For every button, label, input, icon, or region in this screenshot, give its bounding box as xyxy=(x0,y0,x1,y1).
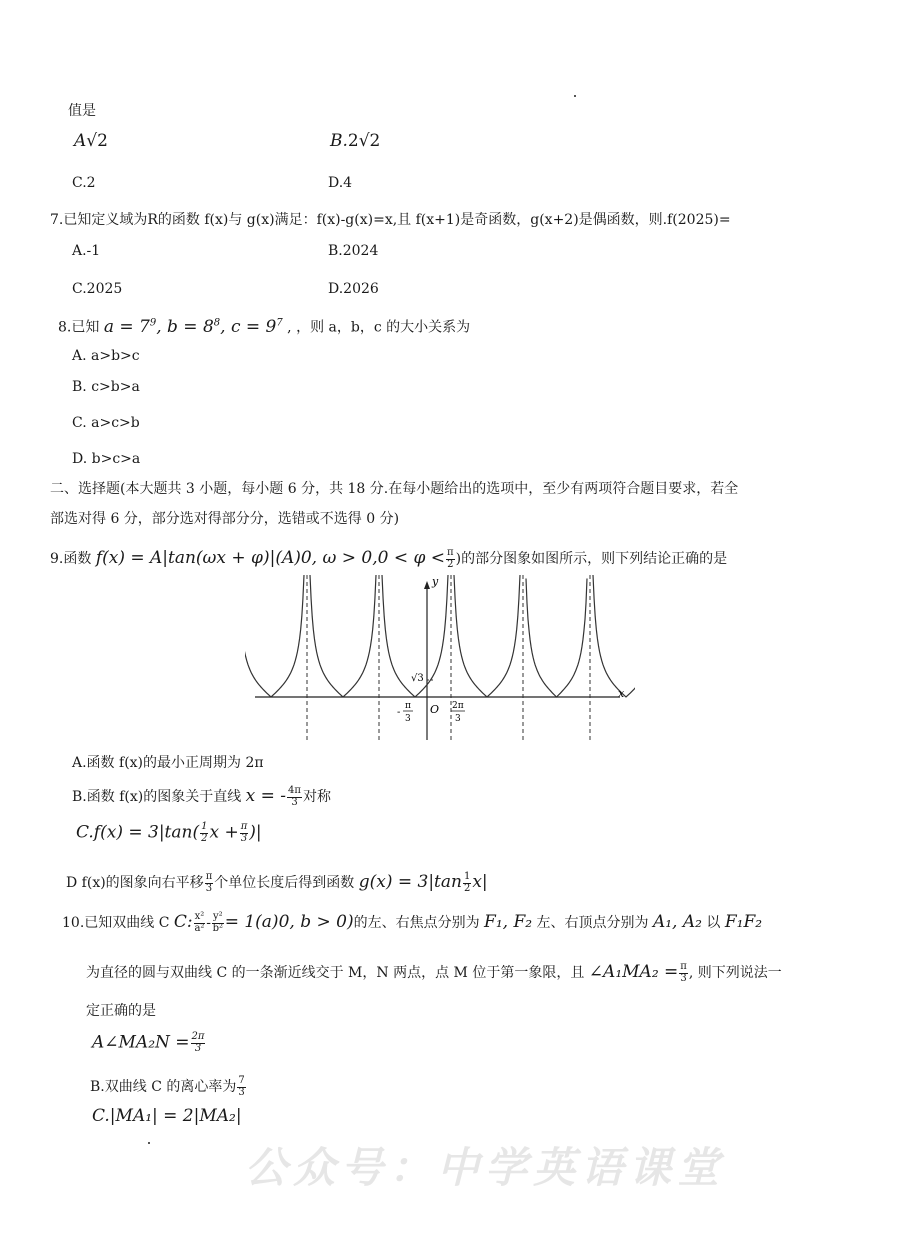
q7-option-c: C.2025 xyxy=(72,281,123,297)
q7-option-d: D.2026 xyxy=(328,281,379,297)
tan-branch xyxy=(526,579,587,698)
q6-option-b: B.2√2 xyxy=(330,131,381,151)
q9-option-c: C.f(x) = 3|tan( $\frac{1}{2}$ x + $\frac{\pi}{3}$ )| xyxy=(76,821,262,844)
q8-option-a: A. a>b>c xyxy=(72,348,140,364)
tan-branch xyxy=(310,575,376,697)
q7-option-b: B.2024 xyxy=(328,243,379,259)
q6-option-a: A√2 xyxy=(74,131,108,151)
y-axis-arrow xyxy=(424,581,430,589)
watermark: 公众号：中学英语课堂 xyxy=(245,1143,726,1192)
x-label: x xyxy=(618,687,625,700)
q8-option-b: B. c>b>a xyxy=(72,379,140,395)
q10-option-c: C.|MA₁| = 2|MA₂| xyxy=(92,1106,242,1126)
section2-line2: 部选对得 6 分，部分选对得部分分，选错或不选得 0 分) xyxy=(50,511,400,527)
q9-stem: 9.函数 f(x) = A|tan(ωx + φ)|(A)0, ω > 0,0 < φ < $\frac{\pi}{2}$ )的部分图象如图所示，则下列结论正确的是 xyxy=(50,547,728,570)
q10-line2: 为直径的圆与双曲线 C 的一条渐近线交于 M，N 两点，点 M 位于第一象限，且 ∠A₁MA₂ = $\frac{\pi}{3}$ , 则下列说法一 xyxy=(86,961,782,984)
q8-stem: 8.已知 $a = 7^9$, $b = 8^8$, $c = 9^7$ , ，则 a，b，c 的大小关系为 xyxy=(58,316,471,337)
pos-den-label: 3 xyxy=(455,714,461,724)
neg-den-label: 3 xyxy=(405,714,411,724)
q10-option-b: B.双曲线 C 的离心率为 $\frac{7}{3}$ xyxy=(90,1075,245,1098)
section2-line1: 二、选择题(本大题共 3 小题，每小题 6 分，共 18 分.在每小题给出的选项中，至少有两项符合题目要求，若全 xyxy=(50,481,739,497)
y-label: y xyxy=(432,575,439,588)
neg-sign-label: - xyxy=(397,707,401,718)
q6-option-d: D.4 xyxy=(328,175,353,191)
q9-option-a: A.函数 f(x)的最小正周期为 2π xyxy=(72,755,264,771)
q10-option-a: A∠MA₂N = $\frac{2\pi}{3}$ xyxy=(92,1031,205,1054)
q6-stem-tail: 值是 xyxy=(68,103,96,119)
q10-line1: 10.已知双曲线 C C: $\frac{\text{x²}}{\text{a²}}$ - $\frac{\text{y²}}{\text{b²}}$ = 1(a)0, b > 0)的左、右焦点分别为 F₁, F₂ 左、右顶点分别为 A₁, A₂ 以 F₁F₂ xyxy=(62,911,763,934)
tan-curves xyxy=(245,575,635,697)
q7-option-a: A.-1 xyxy=(72,243,101,259)
q8-option-d: D. b>c>a xyxy=(72,451,141,467)
sqrt3-label: √3 xyxy=(411,673,424,684)
q6-option-c: C.2 xyxy=(72,175,96,191)
neg-num-label: π xyxy=(405,701,411,711)
tan-branch xyxy=(593,575,635,697)
asymptotes xyxy=(307,575,590,740)
q9-graph xyxy=(245,575,635,743)
q9-option-b: B.函数 f(x)的图象关于直线 x = - $\frac{4\pi}{3}$ 对称 xyxy=(72,785,331,808)
q10-line3: 定正确的是 xyxy=(86,1003,156,1019)
stray-dot xyxy=(148,1142,150,1144)
q7-stem: 7.已知定义域为R的函数 f(x)与 g(x)满足：f(x)-g(x)=x,且 f(x+1)是奇函数，g(x+2)是偶函数，则.f(2025)= xyxy=(50,212,731,228)
q8-option-c: C. a>c>b xyxy=(72,415,140,431)
q9-option-d: D f(x)的图象向右平移 $\frac{\pi}{3}$ 个单位长度后得到函数 g(x) = 3|tan $\frac{1}{2}$ x| xyxy=(66,871,488,894)
pos-num-label: 2π xyxy=(452,701,464,711)
stray-dot xyxy=(574,95,576,97)
tan-branch xyxy=(454,575,520,697)
tan-branch xyxy=(245,575,304,697)
origin-label: O xyxy=(430,703,440,716)
